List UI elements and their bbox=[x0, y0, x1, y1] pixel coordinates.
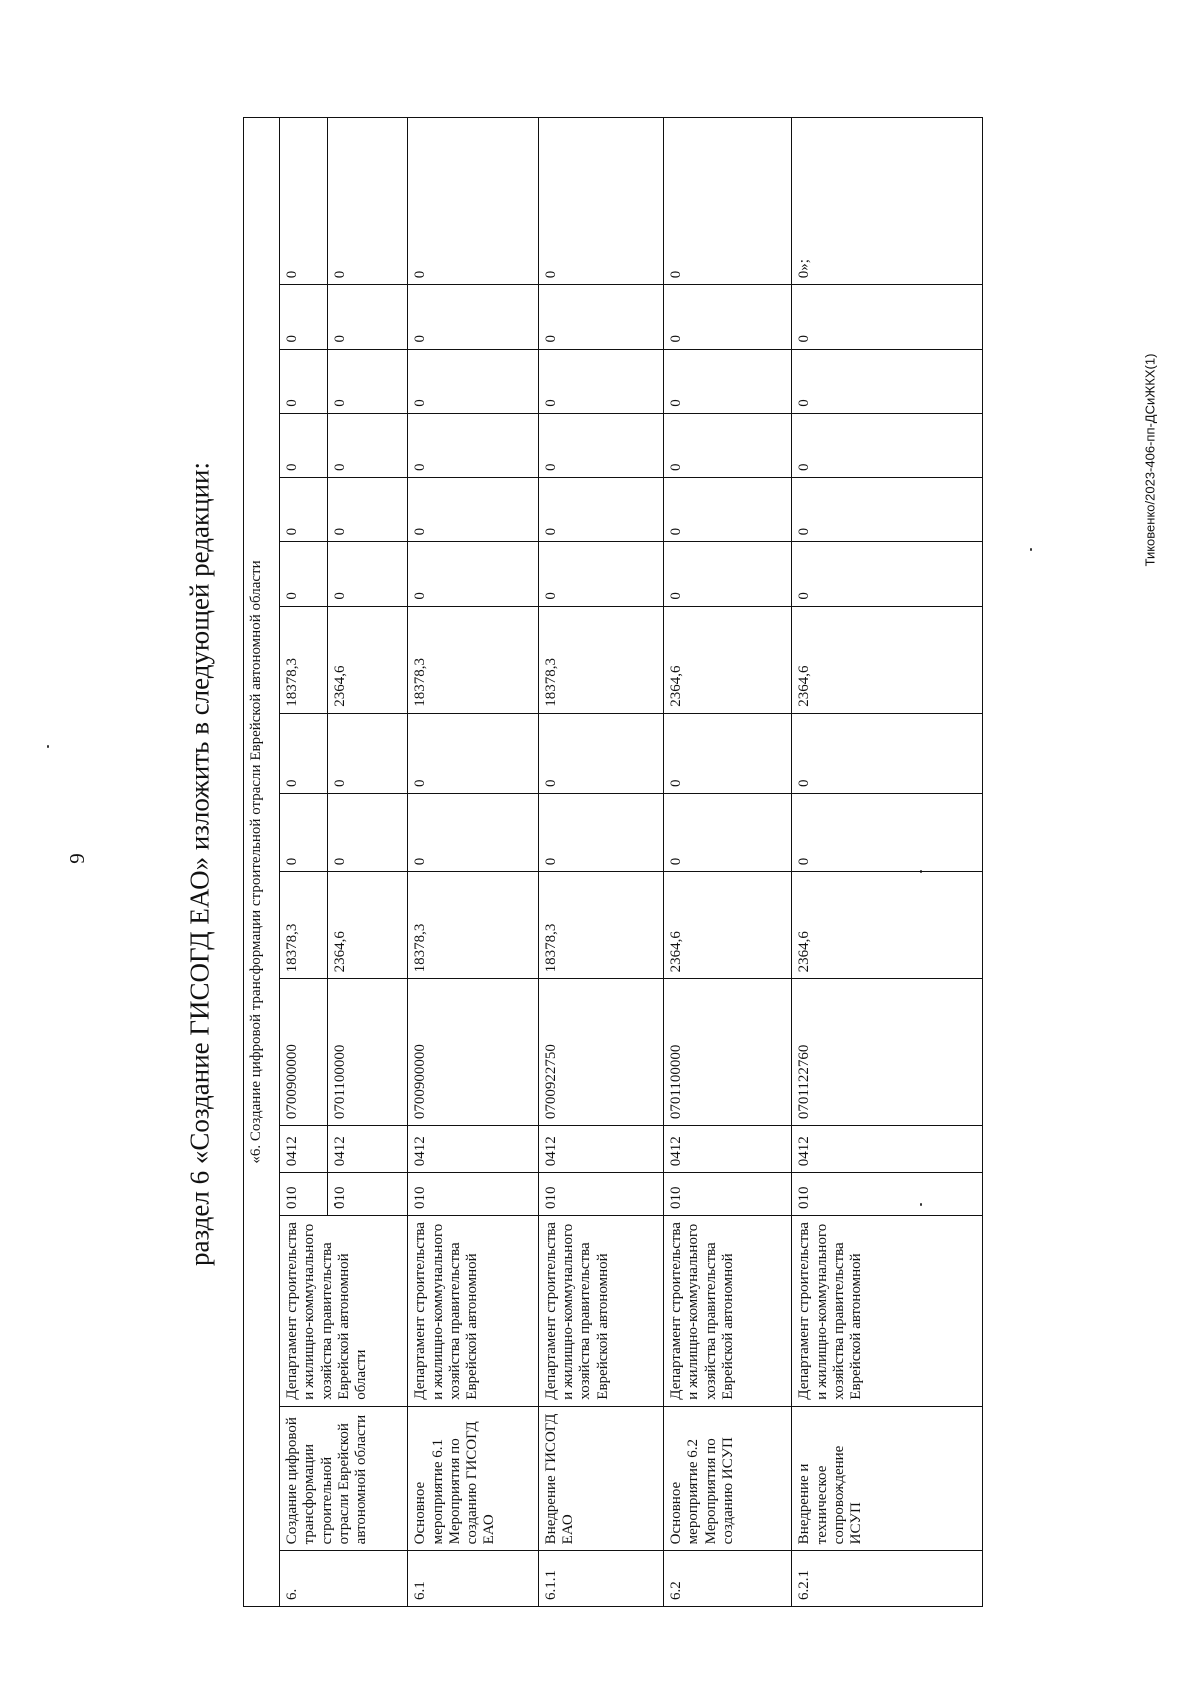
grbs-code: 010 bbox=[280, 1173, 328, 1216]
row-name: Основное мероприятие 6.1 Мероприятия по созданию ГИСОГД ЕАО bbox=[408, 1406, 538, 1551]
value-cell: 0 bbox=[328, 478, 408, 542]
csr-code: 0700900000 bbox=[280, 979, 328, 1126]
value-cell: 0 bbox=[328, 413, 408, 477]
value-cell: 0 bbox=[664, 349, 792, 413]
rzpr-code: 0412 bbox=[664, 1126, 792, 1173]
value-cell: 18378,3 bbox=[280, 606, 328, 713]
row-number: 6.2 bbox=[664, 1551, 792, 1607]
value-cell: 0 bbox=[328, 285, 408, 349]
value-cell: 0 bbox=[664, 413, 792, 477]
rzpr-code: 0412 bbox=[538, 1126, 663, 1173]
value-cell: 2364,6 bbox=[792, 872, 983, 979]
value-cell: 18378,3 bbox=[538, 606, 663, 713]
row-executor: Департамент строительства и жилищно-коммунального хозяйства правительства Еврейской автономной bbox=[538, 1216, 663, 1407]
value-cell: 0 bbox=[664, 713, 792, 793]
value-cell: 0 bbox=[664, 794, 792, 872]
grbs-code: 010 bbox=[408, 1173, 538, 1216]
page-number: 9 bbox=[64, 853, 89, 864]
budget-table bbox=[243, 117, 983, 1607]
grbs-code: 010 bbox=[792, 1173, 983, 1216]
row-name: Внедрение ГИСОГД ЕАО bbox=[538, 1406, 663, 1551]
value-cell: 0 bbox=[538, 542, 663, 606]
value-cell: 0 bbox=[664, 118, 792, 285]
value-cell: 2364,6 bbox=[664, 606, 792, 713]
value-cell: 2364,6 bbox=[792, 606, 983, 713]
value-cell: 0 bbox=[792, 413, 983, 477]
rzpr-code: 0412 bbox=[408, 1126, 538, 1173]
value-cell: 0 bbox=[792, 542, 983, 606]
table-row bbox=[792, 118, 983, 1607]
table-row bbox=[664, 118, 792, 1607]
row-number: 6.1 bbox=[408, 1551, 538, 1607]
row-name: Создание цифровой трансформации строительной отрасли Еврейской автономной области bbox=[280, 1406, 408, 1551]
value-cell: 0 bbox=[792, 478, 983, 542]
csr-code: 0701100000 bbox=[664, 979, 792, 1126]
value-cell: 0 bbox=[538, 794, 663, 872]
row-number: 6. bbox=[280, 1551, 408, 1607]
value-cell: 0 bbox=[792, 285, 983, 349]
grbs-code: 010 bbox=[328, 1173, 408, 1216]
csr-code: 0701122760 bbox=[792, 979, 983, 1126]
value-cell: 0 bbox=[792, 713, 983, 793]
table-row bbox=[408, 118, 538, 1607]
scan-speck bbox=[1030, 548, 1032, 551]
value-cell: 0 bbox=[538, 349, 663, 413]
value-cell: 0 bbox=[280, 118, 328, 285]
value-cell: 0 bbox=[328, 118, 408, 285]
value-cell: 0 bbox=[408, 794, 538, 872]
value-cell: 0 bbox=[328, 794, 408, 872]
value-cell: 18378,3 bbox=[538, 872, 663, 979]
value-cell: 0 bbox=[664, 478, 792, 542]
value-cell: 0 bbox=[664, 285, 792, 349]
row-executor: Департамент строительства и жилищно-коммунального хозяйства правительства Еврейской автономной bbox=[664, 1216, 792, 1407]
value-cell: 0 bbox=[280, 794, 328, 872]
value-cell: 0 bbox=[408, 118, 538, 285]
value-cell: 18378,3 bbox=[408, 872, 538, 979]
value-cell: 0 bbox=[408, 349, 538, 413]
value-cell: 0 bbox=[328, 542, 408, 606]
value-cell: 0 bbox=[280, 542, 328, 606]
csr-code: 0701100000 bbox=[328, 979, 408, 1126]
table-row bbox=[538, 118, 663, 1607]
rzpr-code: 0412 bbox=[792, 1126, 983, 1173]
value-cell: 0 bbox=[664, 542, 792, 606]
value-cell: 0 bbox=[792, 794, 983, 872]
value-cell: 0 bbox=[280, 713, 328, 793]
value-cell: 0 bbox=[328, 349, 408, 413]
csr-code: 0700900000 bbox=[408, 979, 538, 1126]
value-cell: 0 bbox=[408, 478, 538, 542]
section-heading: раздел 6 «Создание ГИСОГД ЕАО» изложить в следующей редакции: bbox=[184, 462, 215, 1266]
value-cell: 0 bbox=[538, 413, 663, 477]
value-cell: 0»; bbox=[792, 118, 983, 285]
value-cell: 0 bbox=[792, 349, 983, 413]
value-cell: 2364,6 bbox=[664, 872, 792, 979]
value-cell: 0 bbox=[538, 118, 663, 285]
value-cell: 0 bbox=[280, 285, 328, 349]
table-row bbox=[280, 118, 328, 1607]
row-number: 6.1.1 bbox=[538, 1551, 663, 1607]
row-executor: Департамент строительства и жилищно-коммунального хозяйства правительства Еврейской автономной области bbox=[280, 1216, 408, 1407]
row-name: Внедрение и техническое сопровождение ИСУП bbox=[792, 1406, 983, 1551]
rzpr-code: 0412 bbox=[280, 1126, 328, 1173]
value-cell: 0 bbox=[328, 713, 408, 793]
row-name: Основное мероприятие 6.2 Мероприятия по созданию ИСУП bbox=[664, 1406, 792, 1551]
value-cell: 0 bbox=[408, 542, 538, 606]
value-cell: 2364,6 bbox=[328, 872, 408, 979]
value-cell: 0 bbox=[280, 478, 328, 542]
value-cell: 18378,3 bbox=[408, 606, 538, 713]
value-cell: 18378,3 bbox=[280, 872, 328, 979]
section-title-row bbox=[244, 118, 280, 1607]
row-executor: Департамент строительства и жилищно-коммунального хозяйства правительства Еврейской автономной bbox=[408, 1216, 538, 1407]
grbs-code: 010 bbox=[538, 1173, 663, 1216]
value-cell: 2364,6 bbox=[328, 606, 408, 713]
csr-code: 0700922750 bbox=[538, 979, 663, 1126]
value-cell: 0 bbox=[538, 478, 663, 542]
document-code: Тиковенко/2023-406-пп-ДСиЖКХ(1) bbox=[1142, 353, 1158, 567]
value-cell: 0 bbox=[538, 285, 663, 349]
row-executor: Департамент строительства и жилищно-коммунального хозяйства правительства Еврейской автономной bbox=[792, 1216, 983, 1407]
value-cell: 0 bbox=[408, 285, 538, 349]
value-cell: 0 bbox=[408, 413, 538, 477]
value-cell: 0 bbox=[280, 413, 328, 477]
row-number: 6.2.1 bbox=[792, 1551, 983, 1607]
value-cell: 0 bbox=[408, 713, 538, 793]
value-cell: 0 bbox=[538, 713, 663, 793]
rotated-table-frame bbox=[243, 117, 983, 1607]
scan-speck bbox=[47, 745, 49, 748]
grbs-code: 010 bbox=[664, 1173, 792, 1216]
value-cell: 0 bbox=[280, 349, 328, 413]
rzpr-code: 0412 bbox=[328, 1126, 408, 1173]
section-title: «6. Создание цифровой трансформации строительной отрасли Еврейской автономной области bbox=[244, 118, 280, 1607]
